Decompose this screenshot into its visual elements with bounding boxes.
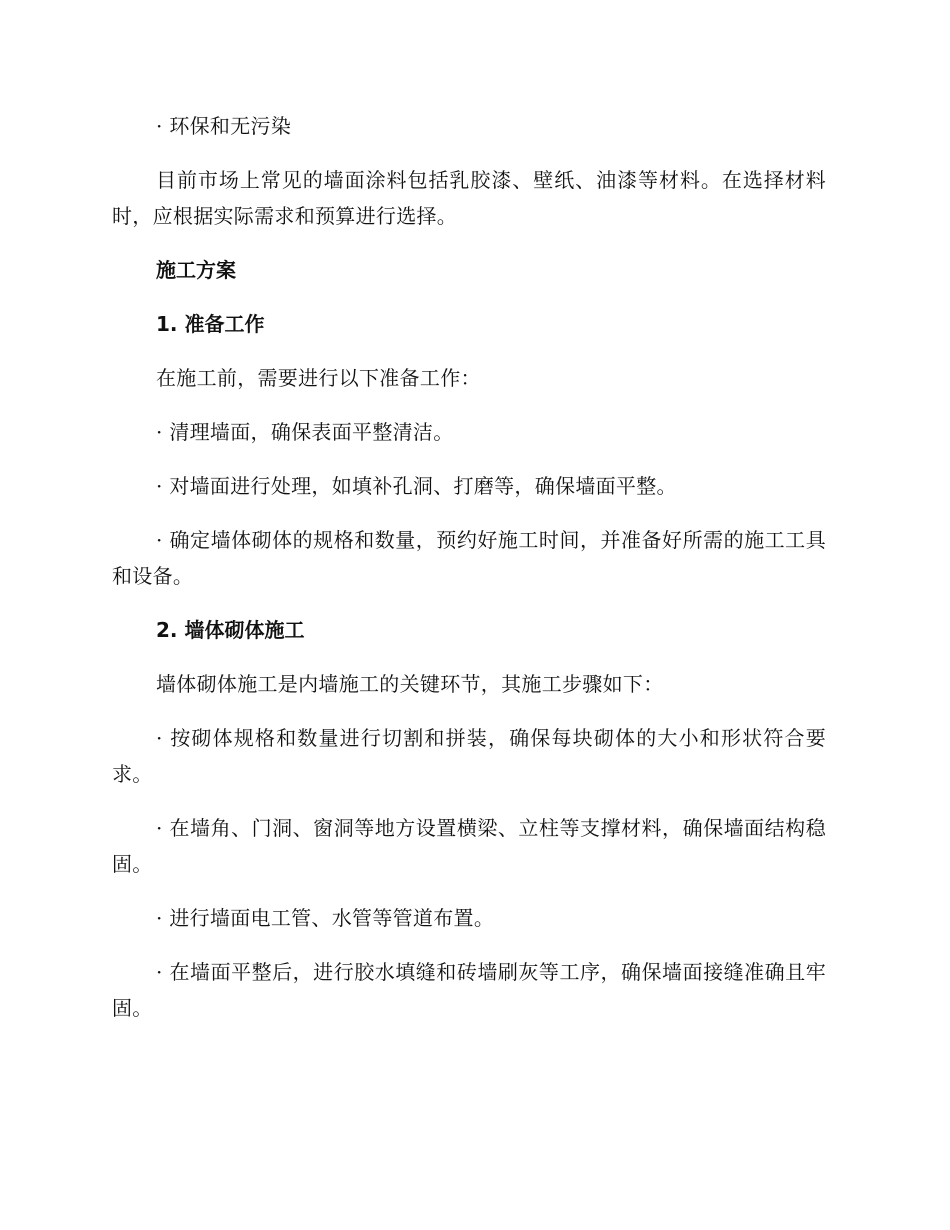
- paragraph-preparation-intro: 在施工前，需要进行以下准备工作：: [156, 366, 481, 390]
- heading-masonry-construction: 2. 墙体砌体施工: [156, 618, 305, 642]
- heading-preparation: 1. 准备工作: [156, 312, 265, 336]
- bullet-support-materials: · 在墙角、门洞、窗洞等地方设置横梁、立柱等支撑材料，确保墙面结构稳固。: [112, 816, 826, 876]
- document-body: [112, 108, 826, 1026]
- paragraph-masonry-intro: 墙体砌体施工是内墙施工的关键环节，其施工步骤如下：: [156, 672, 664, 696]
- bullet-treat-wall: · 对墙面进行处理，如填补孔洞、打磨等，确保墙面平整。: [156, 474, 677, 498]
- bullet-clean-wall: · 清理墙面，确保表面平整清洁。: [156, 420, 454, 444]
- paragraph-coating-materials: 目前市场上常见的墙面涂料包括乳胶漆、壁纸、油漆等材料。在选择材料时，应根据实际需求和预算进行选择。: [112, 168, 826, 228]
- bullet-determine-masonry: · 确定墙体砌体的规格和数量，预约好施工时间，并准备好所需的施工工具和设备。: [112, 528, 826, 588]
- bullet-cut-assemble: · 按砌体规格和数量进行切割和拼装，确保每块砌体的大小和形状符合要求。: [112, 726, 826, 786]
- bullet-pipe-layout: · 进行墙面电工管、水管等管道布置。: [156, 906, 495, 930]
- heading-construction-plan: 施工方案: [156, 258, 236, 282]
- bullet-joint-filling: · 在墙面平整后，进行胶水填缝和砖墙刷灰等工序，确保墙面接缝准确且牢固。: [112, 960, 826, 1020]
- bullet-eco-friendly: · 环保和无污染: [156, 114, 292, 138]
